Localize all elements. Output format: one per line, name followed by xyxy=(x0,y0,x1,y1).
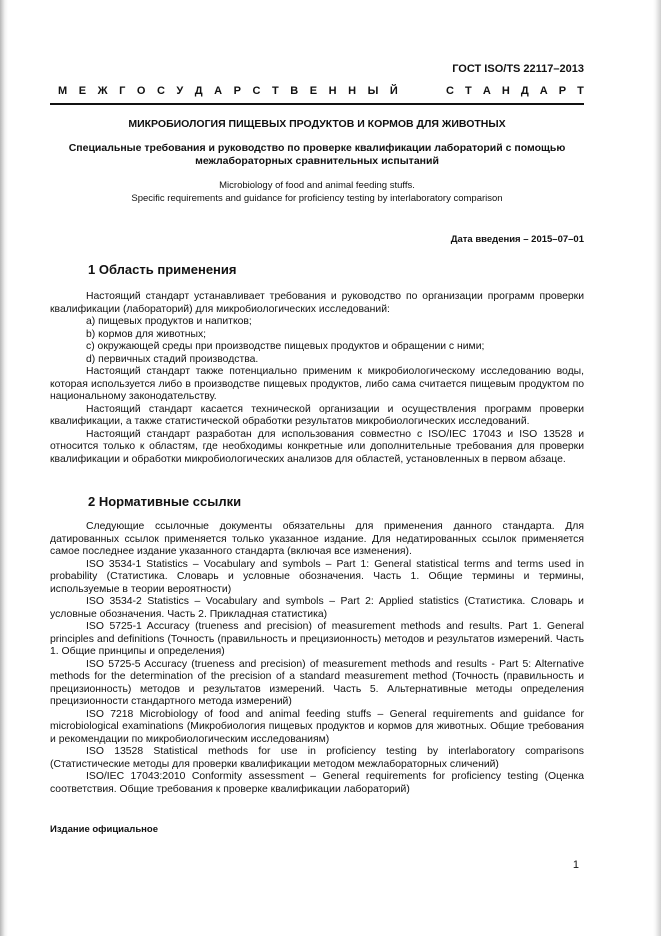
banner-letter: Н xyxy=(328,85,337,97)
list-item: a) пищевых продуктов и напитков; xyxy=(86,316,252,327)
english-title-line-2: Specific requirements and guidance for proficiency testing by interlaboratory comparison xyxy=(131,192,503,204)
scan-edge-right xyxy=(653,0,661,936)
list-item: b) кормов для животных; xyxy=(86,328,207,340)
banner-letter: Е xyxy=(309,85,318,97)
paragraph: Следующие ссылочные документы обязательны для применения данного стандарта. Для датированных ссылок применяется только указанное издание. Для недатированных ссылок применяется самое последнее издание указанного стандарта (включая все изменения). xyxy=(50,521,584,557)
paragraph: Настоящий стандарт касается технической организации и осуществления программ проверки квалификации, а также статистической обработки результатов микробиологических исследований. xyxy=(50,403,584,427)
banner-word-interstate xyxy=(58,85,398,97)
list-item: d) первичных стадий производства. xyxy=(86,353,259,365)
subtitle-line-2: межлабораторных сравнительных испытаний xyxy=(195,155,439,167)
banner-letter: В xyxy=(290,85,299,97)
banner-letter: А xyxy=(539,85,548,97)
banner-word-standard xyxy=(446,85,584,97)
reference-entry: ISO 5725-1 Accuracy (trueness and precision) of measurement methods and results. Part 1. General principles and definitions (Точность (правильность и прецизионность) методов и результатов измерений. Часть 1. Общие принципы и определения) xyxy=(50,621,584,657)
banner-letter: Д xyxy=(194,85,203,97)
banner-letter: Т xyxy=(272,85,279,97)
paragraph: Настоящий стандарт также потенциально применим к микробиологическому исследованию воды, которая используется либо в производстве пищевых продуктов, либо сама считается пищевым продуктом по национальному законодательству. xyxy=(50,366,584,402)
banner-letter: Н xyxy=(348,85,357,97)
reference-entry: ISO 7218 Microbiology of food and animal feeding stuffs – General requirements and guidance for microbiological examinations (Микробиология пищевых продуктов и кормов для животных. Общие требования и рекомендации по микробиологическим исследованиям) xyxy=(50,708,584,745)
reference-entry: ISO 13528 Statistical methods for use in proficiency testing by interlaboratory comparisons (Статистические методы для проверки квалификации методом межлабораторных сличений) xyxy=(50,746,584,770)
reference-entry: ISO/IEC 17043:2010 Conformity assessment – General requirements for proficiency testing (Оценка соответствия. Общие требования к проверке квалификации лабораторий) xyxy=(50,771,584,795)
banner-letter: Д xyxy=(520,85,529,97)
banner-letter: А xyxy=(214,85,223,97)
banner-letter: А xyxy=(482,85,491,97)
section-2-body xyxy=(50,521,584,796)
banner-letter: Ж xyxy=(97,85,108,97)
reference-entry: ISO 3534-1 Statistics – Vocabulary and symbols – Part 1: General statistical terms and terms used in probability (Статистика. Словарь и условные обозначения. Часть 1. Общие термины и термины, используемые в теории вероятности) xyxy=(50,558,584,595)
paragraph: Настоящий стандарт устанавливает требования и руководство по организации программ проверки квалификации (лабораторий) для микробиологических исследований: xyxy=(50,291,584,315)
section-1-heading: 1 Область применения xyxy=(88,262,237,277)
reference-entry: ISO 5725-5 Accuracy (trueness and precision) of measurement methods and results - Part 5: Alternative methods for the determination of the precision of a standard measurement method (Точность (правильность и прецизионность) методов и результатов измерений. Часть 5. Альтернативные методы определения прецизионности стандартного метода измерений) xyxy=(50,658,584,707)
document-number: ГОСТ ISO/TS 22117–2013 xyxy=(452,63,584,75)
scan-edge-left xyxy=(0,0,8,936)
section-2-heading: 2 Нормативные ссылки xyxy=(88,494,242,509)
banner-letter: М xyxy=(58,85,68,97)
banner-letter: Р xyxy=(558,85,567,97)
page-number: 1 xyxy=(572,859,579,871)
banner-letter: Т xyxy=(577,85,584,97)
standard-type-banner xyxy=(58,85,584,97)
official-edition-note: Издание официальное xyxy=(50,824,158,835)
english-title-line-1: Microbiology of food and animal feeding stuffs. xyxy=(219,180,415,191)
document-title: МИКРОБИОЛОГИЯ ПИЩЕВЫХ ПРОДУКТОВ И КОРМОВ ДЛЯ ЖИВОТНЫХ xyxy=(128,118,506,130)
banner-letter: Т xyxy=(465,85,472,97)
introduction-date: Дата введения – 2015–07–01 xyxy=(450,234,584,245)
reference-entry: ISO 3534-2 Statistics – Vocabulary and symbols – Part 2: Applied statistics (Статистика. Словарь и условные обозначения. Часть 2. Прикладная статистика) xyxy=(50,596,584,620)
banner-letter: О xyxy=(136,85,146,97)
paragraph: Настоящий стандарт разработан для использования совместно с ISO/IEC 17043 и ISO 13528 и относится только к областям, где необходимы конкретные или дополнительные требования для проверки квалификации и обработки микробиологических анализов для областей, установленных в первом абзаце. xyxy=(50,428,584,465)
banner-letter: С xyxy=(156,85,165,97)
banner-letter: Е xyxy=(78,85,87,97)
banner-letter: Г xyxy=(119,85,126,97)
subtitle-line-1: Специальные требования и руководство по проверке квалификации лабораторий с помощью xyxy=(68,142,566,154)
list-item: c) окружающей среды при производстве пищевых продуктов и обращении с ними; xyxy=(86,341,485,352)
banner-letter: Н xyxy=(501,85,510,97)
section-1-body xyxy=(50,291,584,466)
banner-letter: Р xyxy=(233,85,241,97)
banner-letter: У xyxy=(176,85,184,97)
banner-letter: С xyxy=(252,85,261,97)
document-subtitle xyxy=(50,142,584,168)
banner-letter: Ы xyxy=(367,85,379,97)
header-rule xyxy=(50,103,584,105)
english-title xyxy=(50,180,584,205)
banner-letter: Й xyxy=(389,85,398,97)
banner-letter: С xyxy=(446,85,454,97)
